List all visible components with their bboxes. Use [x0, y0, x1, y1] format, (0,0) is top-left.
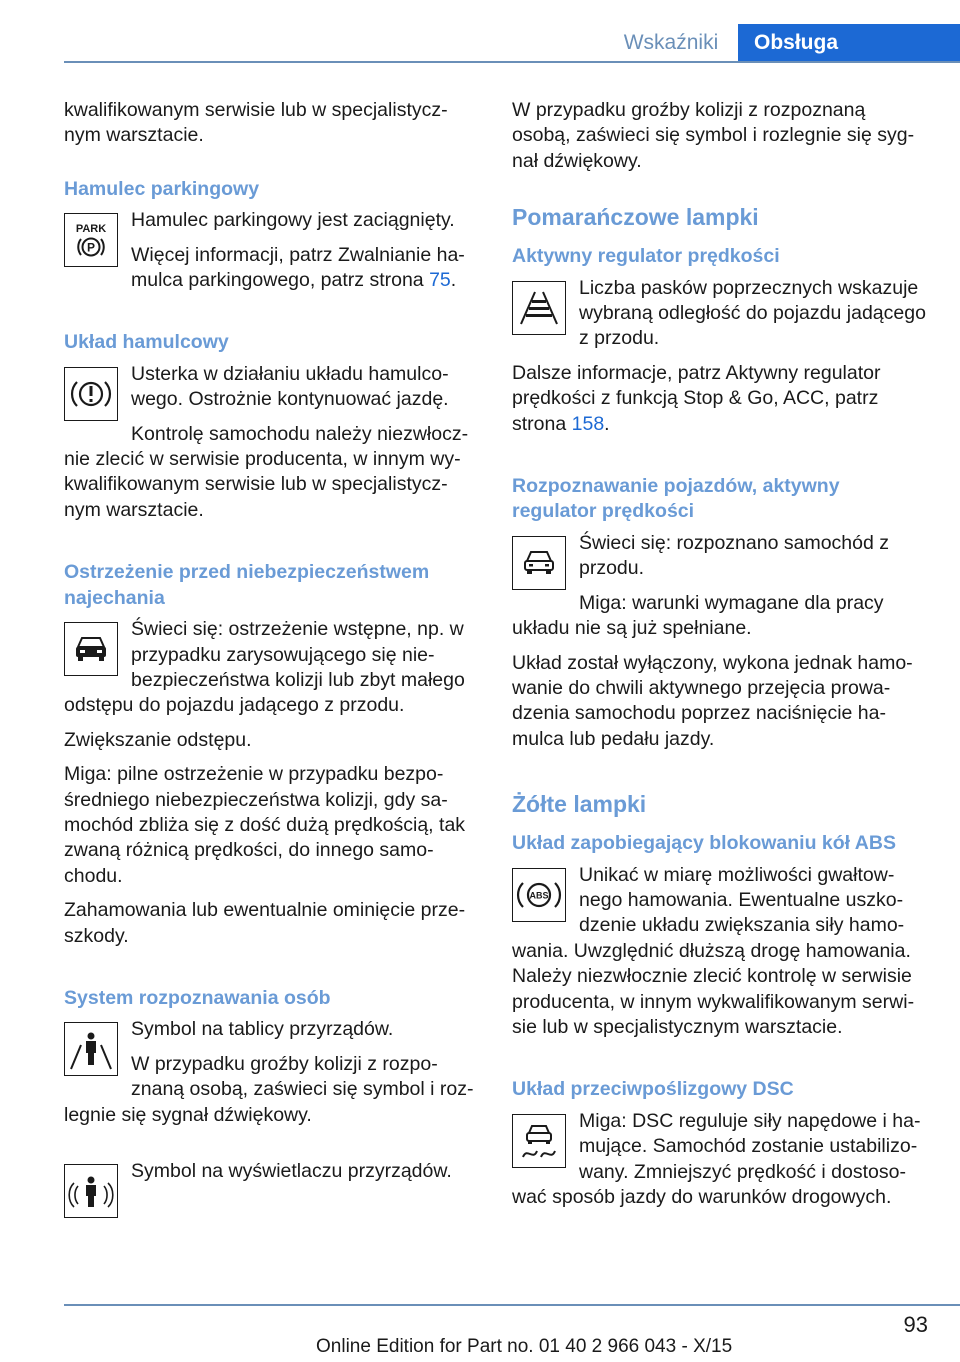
- right-intro-text: W przypadku groźby kolizji z rozpoznaną osobą, zaświeci się symbol i rozlegnie się sygnał dźwiękowy.: [512, 99, 915, 172]
- detect-p3: Układ został wyłączony, wykona jednak hamowanie do chwili aktywnego przejęcia prowadzenia samochodu poprzez naciśnięcie hamulca lub pedału jazdy.: [512, 651, 913, 750]
- person-detection-entry: [64, 1017, 474, 1137]
- heading-dsc: Układ przeciwpoślizgowy DSC: [512, 1078, 794, 1101]
- brake-p1: Usterka w działaniu układu hamulcowego. Ostrożnie kontynuować jazdę.: [131, 362, 449, 411]
- edition-text: Online Edition for Part no. 01 40 2 966 043 - X/15: [316, 1336, 733, 1357]
- car-detected-icon: [512, 536, 566, 590]
- collision-p4: Zahamowania lub ewentualnie ominięcie przeszkody.: [64, 899, 466, 947]
- brake-warning-icon: [64, 367, 118, 421]
- tab-obsluga[interactable]: Obsługa: [738, 24, 960, 62]
- heading-orange-lamps: Pomarańczowe lampki: [512, 204, 759, 231]
- parking-brake-entry: [64, 208, 474, 302]
- person-p2: W przypadku groźby kolizji z rozpoznaną osobą, zaświeci się symbol i rozlegnie się sygnał dźwiękowy.: [64, 1052, 474, 1126]
- person-p3: Symbol na wyświetlaczu przyrządów.: [131, 1160, 452, 1182]
- heading-yellow-lamps: Żółte lampki: [512, 791, 647, 818]
- parking-brake-icon: [64, 213, 118, 267]
- person-warning-icon: [64, 1022, 118, 1076]
- page-header: [0, 0, 960, 62]
- dsc-p1: Miga: DSC reguluje siły napędowe i hamujące. Samochód zostanie ustabilizowany. Zmniejszyć prędkość i dostosować sposób jazdy do warunków drogowych.: [512, 1109, 921, 1208]
- collision-p1: Świeci się: ostrzeżenie wstępne, np. w przypadku zarysowującego się niebezpieczeństwa kolizji lub zbyt małego odstępu do pojazdu jadącego z przodu.: [64, 618, 465, 717]
- page-link-158[interactable]: 158: [571, 412, 605, 435]
- page-number: 93: [903, 1312, 928, 1337]
- header-divider: [64, 61, 960, 63]
- acc-p2: Dalsze informacje, patrz Aktywny regulator prędkości z funkcją Stop & Go, ACC, patrz strona 158.: [512, 361, 881, 435]
- car-warning-icon: [64, 622, 118, 676]
- svg-text:PARK: PARK: [75, 223, 107, 236]
- svg-text:P: P: [86, 240, 96, 255]
- parking-p2: Więcej informacji, patrz Zwalnianie hamulca parkingowego, patrz strona 75.: [131, 243, 465, 292]
- heading-vehicle-detection: Rozpoznawanie pojazdów, aktywny regulator prędkości: [512, 475, 840, 523]
- heading-active-cruise: Aktywny regulator prędkości: [512, 245, 780, 268]
- heading-person-detection: System rozpoznawania osób: [64, 986, 331, 1009]
- heading-brake-system: Układ hamulcowy: [64, 331, 229, 354]
- person-p1: Symbol na tablicy przyrządów.: [131, 1018, 394, 1041]
- footer-divider: [64, 1304, 960, 1306]
- person-display-entry: [64, 1159, 474, 1222]
- tab-wskazniki[interactable]: Wskaźniki: [623, 31, 719, 54]
- detect-p1: Świeci się: rozpoznano samochód z przodu.: [579, 531, 889, 580]
- heading-parking-brake: Hamulec parkingowy: [64, 177, 260, 200]
- heading-collision-warning: Ostrzeżenie przed niebezpieczeństwem najechania: [64, 561, 430, 609]
- parking-p1: Hamulec parkingowy jest zaciągnięty.: [131, 209, 455, 232]
- left-column: [64, 98, 474, 1222]
- right-column: [512, 98, 928, 1219]
- page-link-75[interactable]: 75: [429, 269, 451, 292]
- person-display-icon: [64, 1164, 118, 1218]
- abs-p1: Unikać w miarę możliwości gwałtownego hamowania. Ewentualne uszkodzenie układu zwiększania siły hamowania. Uwzględnić dłuższą drogę hamowania. Należy niezwłocznie zlecić kontrolę w serwisie producenta, w innym wykwalifikowanym serwisie lub w specjalistycznym warsztacie.: [512, 863, 915, 1038]
- brake-system-entry: [64, 362, 474, 532]
- collision-warning-entry: [64, 617, 474, 958]
- collision-p3: Miga: pilne ostrzeżenie w przypadku bezpośredniego niebezpieczeństwa kolizji, gdy samochód zbliża się z dość dużą prędkością, tak zwaną różnicą prędkości, do innego samochodu.: [64, 763, 466, 887]
- active-cruise-entry: [512, 276, 928, 446]
- collision-p2: Zwiększanie odstępu.: [64, 728, 252, 751]
- detect-p2: Miga: warunki wymagane dla pracy układu nie są już spełniane.: [512, 591, 884, 640]
- svg-text:ABS: ABS: [529, 890, 549, 901]
- abs-entry: [512, 863, 928, 1050]
- intro-text: kwalifikowanym serwisie lub w specjalistycznym warsztacie.: [64, 99, 448, 147]
- brake-p2: Kontrolę samochodu należy niezwłocznie zlecić w serwisie producenta, w innym wykwalifikowanym serwisie lub w specjalistycznym warsztacie.: [64, 422, 469, 521]
- abs-icon: [512, 868, 566, 922]
- acc-p1: Liczba pasków poprzecznych wskazuje wybraną odległość do pojazdu jadącego z przodu.: [579, 276, 926, 350]
- dsc-entry: [512, 1109, 928, 1220]
- heading-abs: Układ zapobiegający blokowaniu kół ABS: [512, 832, 896, 855]
- dsc-skid-icon: [512, 1114, 566, 1168]
- distance-bars-icon: [512, 281, 566, 335]
- vehicle-detection-entry: [512, 531, 928, 761]
